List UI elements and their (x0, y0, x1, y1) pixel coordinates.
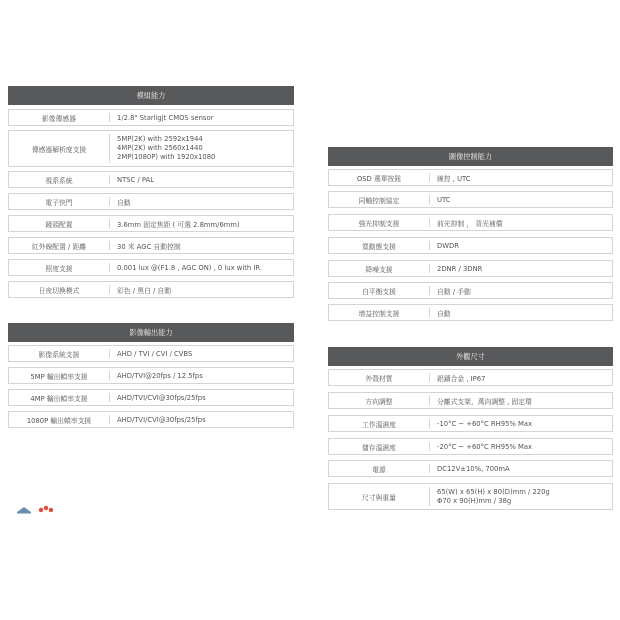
row-label: 寬動態支援 (362, 242, 396, 251)
row-value: AHD/TVI@20fps / 12.5fps (117, 371, 203, 380)
value-line: Φ70 x 90(H)mm / 38g (437, 496, 512, 505)
module-row-shutter (8, 193, 294, 210)
row-label: 方向調整 (365, 397, 393, 406)
row-label: 白平衡支援 (362, 287, 396, 296)
row-divider (109, 134, 110, 163)
row-divider (109, 285, 110, 294)
row-divider (109, 175, 110, 184)
output-row-5mp (8, 367, 294, 384)
control-header: 圖像控制能力 (328, 147, 613, 166)
control-row-osd (328, 169, 613, 186)
row-label: 日夜切換模式 (38, 286, 80, 295)
exterior-row-store-temp (328, 438, 613, 455)
output-panel (8, 323, 294, 433)
row-label: 視系系統 (45, 176, 73, 185)
row-divider (109, 371, 110, 380)
exterior-header: 外觀尺寸 (328, 347, 613, 366)
module-row-resolution (8, 130, 294, 167)
module-row-lens (8, 215, 294, 232)
value-line: 65(W) x 65(H) x 80(D)mm / 220g (437, 487, 550, 496)
row-value (117, 131, 291, 166)
row-divider (429, 373, 430, 382)
control-row-awb (328, 282, 613, 299)
row-value: 2DNR / 3DNR (437, 264, 483, 273)
row-divider (109, 219, 110, 228)
row-label: 外殼材質 (365, 374, 393, 383)
row-value: DC12V±10%, 700mA (437, 464, 510, 473)
exterior-panel (328, 347, 613, 512)
row-divider (109, 349, 110, 358)
row-divider (429, 487, 430, 506)
control-row-blc (328, 214, 613, 231)
row-value: 30 米 AGC 自動控制 (117, 242, 181, 251)
row-divider (429, 173, 430, 182)
row-label: 1080P 輸出幀率支援 (26, 416, 92, 425)
row-label: 增益控制支援 (358, 309, 400, 318)
row-divider (429, 241, 430, 250)
row-value: -10°C ~ +60°C RH95% Max (437, 419, 533, 428)
module-header: 模組能力 (8, 86, 294, 105)
row-divider (429, 442, 430, 451)
output-header: 影像輸出能力 (8, 323, 294, 342)
row-value: 彩色 / 黑白 / 自動 (117, 286, 172, 295)
row-value: 0.001 lux @(F1.8 , AGC ON) , 0 lux with IR (117, 263, 261, 272)
control-row-dnr (328, 260, 613, 277)
exterior-row-power (328, 460, 613, 477)
row-value: AHD / TVI / CVI / CVBS (117, 349, 193, 358)
row-label: 降噪支援 (365, 265, 393, 274)
row-divider (429, 464, 430, 473)
value-line: 4MP(2K) with 2560x1440 (117, 144, 203, 152)
row-divider (429, 396, 430, 405)
output-row-1080p (8, 411, 294, 428)
row-label: 影像傳感器 (42, 114, 76, 123)
row-label: 電源 (372, 465, 386, 474)
logo-mark-icon (16, 503, 58, 515)
row-label: 工作溫濕度 (362, 420, 396, 429)
row-divider (429, 195, 430, 204)
row-divider (109, 241, 110, 250)
row-value: -20°C ~ +60°C RH95% Max (437, 442, 533, 451)
exterior-row-material (328, 369, 613, 386)
row-label: OSD 選單按鈕 (356, 174, 402, 183)
row-label: 電子快門 (45, 198, 73, 207)
control-row-wdr (328, 237, 613, 254)
module-row-daynight (8, 281, 294, 298)
row-value: 前光抑制 ， 背光補償 (437, 219, 503, 228)
row-label: 同軸控制協定 (358, 196, 400, 205)
row-label: 傳感器解析度支援 (31, 145, 87, 154)
row-value: 鋁鑄合金 , IP67 (437, 374, 486, 383)
row-label: 4MP 輸出幀率支援 (30, 394, 88, 403)
module-row-ir (8, 237, 294, 254)
row-label: 鏡頭配置 (45, 220, 73, 229)
exterior-row-adjust (328, 392, 613, 409)
row-label: 照度支援 (45, 264, 73, 273)
output-row-4mp (8, 389, 294, 406)
row-divider (429, 419, 430, 428)
row-label: 紅外線配置 / 距離 (31, 242, 87, 251)
module-row-sensor (8, 109, 294, 126)
row-label: 儲存溫濕度 (362, 443, 396, 452)
row-value: UTC (437, 195, 451, 204)
row-value: 自動 (117, 198, 131, 207)
row-divider (429, 308, 430, 317)
row-value: 線控 , UTC (437, 174, 471, 183)
row-divider (109, 113, 110, 122)
row-divider (109, 393, 110, 402)
row-value: 1/2.8" Starligjt CMOS sensor (117, 113, 214, 122)
row-value: AHD/TVI/CVI@30fps/25fps (117, 393, 206, 402)
module-panel (8, 86, 294, 300)
row-value: DWDR (437, 241, 459, 250)
exterior-row-work-temp (328, 415, 613, 432)
module-row-illumination (8, 259, 294, 276)
row-value: 自動 (437, 309, 451, 318)
row-divider (109, 197, 110, 206)
value-line: 2MP(1080P) with 1920x1080 (117, 153, 216, 161)
brand-logo (16, 500, 58, 519)
row-label: 強光抑制支援 (358, 219, 400, 228)
row-divider (429, 286, 430, 295)
row-divider (109, 263, 110, 272)
row-value: 分離式支架，萬向調整 , 固定環 (437, 397, 532, 406)
row-value: 自動 / 手動 (437, 287, 471, 296)
module-row-system (8, 171, 294, 188)
output-row-system (8, 345, 294, 362)
control-row-gain (328, 304, 613, 321)
value-line: 5MP(2K) with 2592x1944 (117, 135, 203, 143)
row-value (437, 484, 610, 509)
row-divider (109, 415, 110, 424)
row-value: AHD/TVI/CVI@30fps/25fps (117, 415, 206, 424)
row-label: 5MP 輸出幀率支援 (30, 372, 88, 381)
control-panel (328, 147, 613, 323)
control-row-coax (328, 191, 613, 208)
row-value: 3.6mm 固定焦距 ( 可選 2.8mm/6mm) (117, 220, 240, 229)
row-value: NTSC / PAL (117, 175, 155, 184)
row-label: 尺寸與重量 (362, 493, 396, 502)
row-divider (429, 218, 430, 227)
row-label: 影像系統支援 (38, 350, 80, 359)
row-divider (429, 264, 430, 273)
exterior-row-size (328, 483, 613, 510)
